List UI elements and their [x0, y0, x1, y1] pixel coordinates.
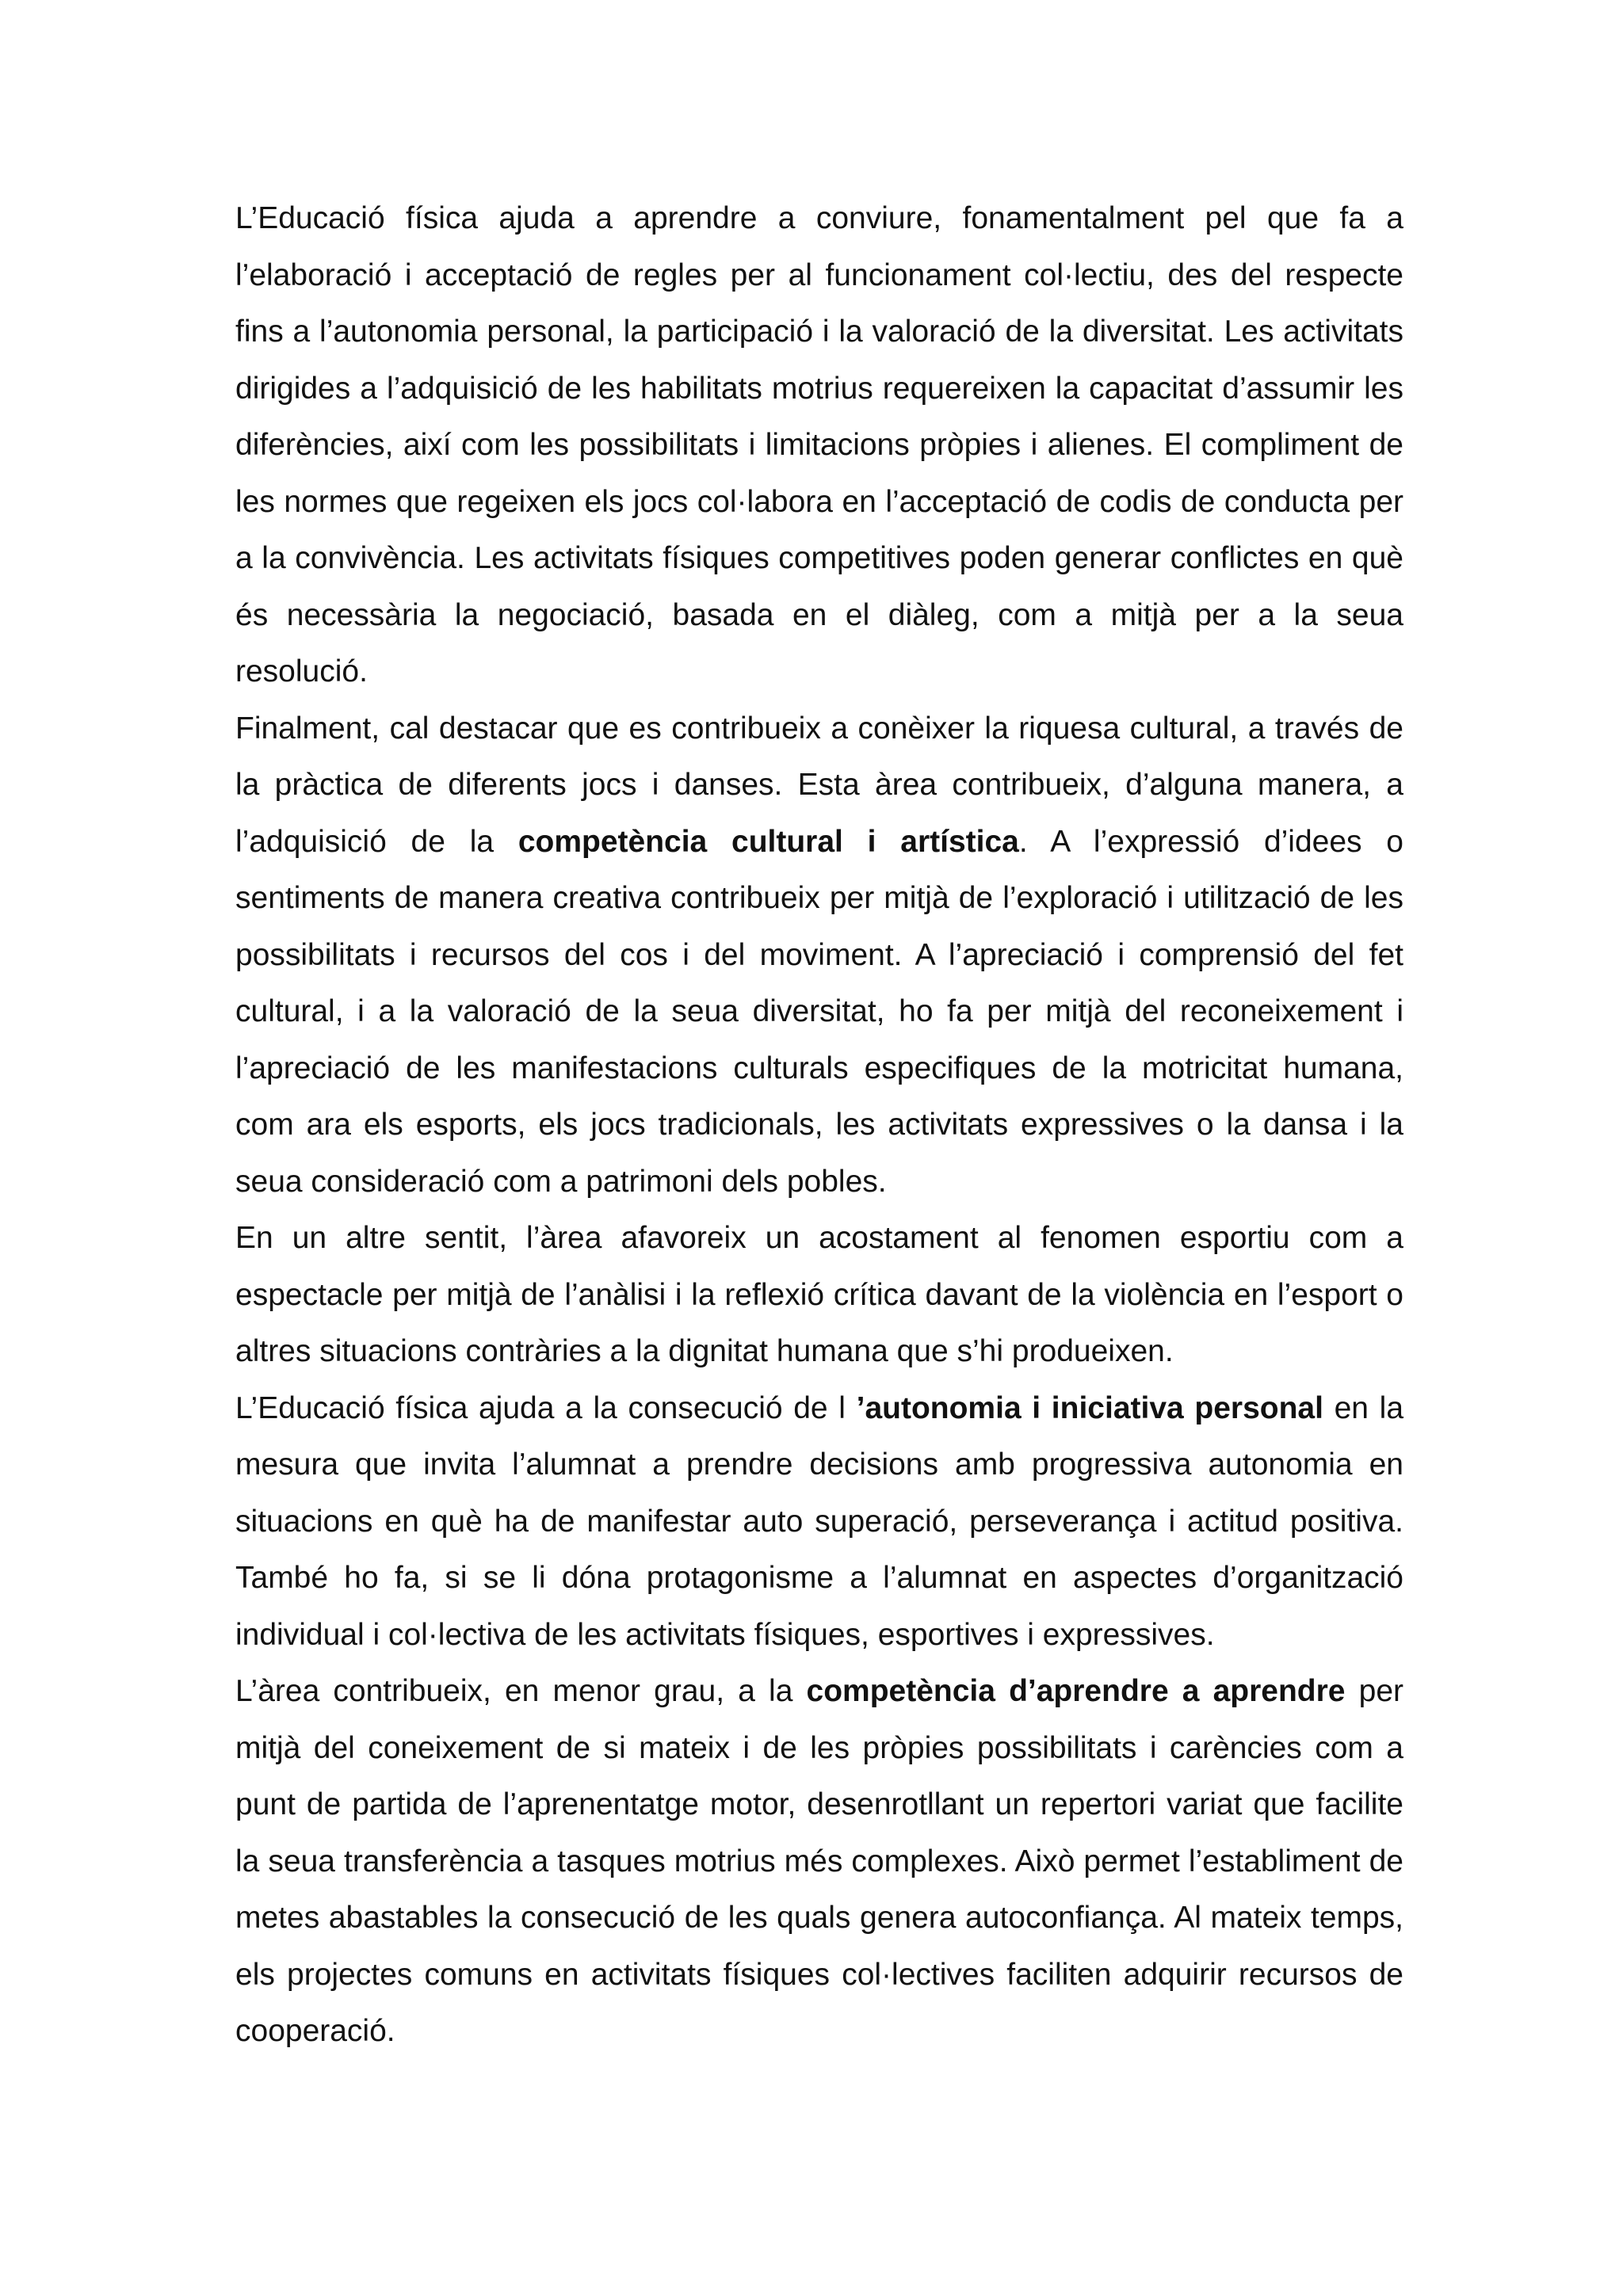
paragraph-text: . A l’expressió d’idees o sentiments de manera creativa contribueix per mitjà de l’exploració i utilització de les possibilitats i recursos del cos i del moviment. A l’apreciació i comprensió del fet cultural, i a la valoració de la seua diversitat, ho fa per mitjà del reconeixement i l’apreciació de les manifestacions culturals especifiques de la motricitat humana, com ara els esports, els jocs tradicionals, les activitats expressives o la dansa i la seua consideració com a patrimoni dels pobles. — [235, 824, 1403, 1199]
bold-term-autonomia: ’autonomia i iniciativa personal — [856, 1390, 1323, 1425]
paragraph-text: per mitjà del coneixement de si mateix i de les pròpies possibilitats i carències com a punt de partida de l’aprenentatge motor, desenrotllant un repertori variat que facilite la seua transferència a tasques motrius més complexes. Això permet l’establiment de metes abastables la consecució de les quals genera autoconfiança. Al mateix temps, els projectes comuns en activitats físiques col·lectives faciliten adquirir recursos de cooperació. — [235, 1674, 1404, 2048]
paragraph-text: en la mesura que invita l’alumnat a prendre decisions amb progressiva autonomia en situacions en què ha de manifestar auto superació, perseverança i actitud positiva. També ho fa, si se li dóna protagonisme a l’alumnat en aspectes d’organització individual i col·lectiva de les activitats físiques, esportives i expressives. — [235, 1390, 1404, 1652]
paragraph-text: L’Educació física ajuda a la consecució de l — [235, 1390, 857, 1425]
paragraph-text: L’Educació física ajuda a aprendre a conviure, fonamentalment pel que fa a l’elaboració i acceptació de regles per al funcionament col·lectiu, des del respecte fins a l’autonomia personal, la participació i la valoració de la diversitat. Les activitats dirigides a l’adquisició de les habilitats motrius requereixen la capacitat d’assumir les diferències, així com les possibilitats i limitacions pròpies i alienes. El compliment de les normes que regeixen els jocs col·labora en l’acceptació de codis de conducta per a la convivència. Les activitats físiques competitives poden generar conflictes en què és necessària la negociació, basada en el diàleg, com a mitjà per a la seua resolució. — [235, 201, 1403, 688]
paragraph-text: En un altre sentit, l’àrea afavoreix un acostament al fenomen esportiu com a espectacle per mitjà de l’anàlisi i la reflexió crítica davant de la violència en l’esport o altres situacions contràries a la dignitat humana que s’hi produeixen. — [235, 1221, 1403, 1368]
bold-term-competencia-cultural: competència cultural i artística — [517, 824, 1019, 859]
document-page — [235, 190, 1403, 2060]
paragraph-aprendre-a-aprendre — [235, 1663, 1403, 2060]
paragraph-autonomia — [235, 1380, 1403, 1664]
paragraph-fenomen-esportiu — [235, 1210, 1403, 1380]
bold-term-aprendre-a-aprendre: competència d’aprendre a aprendre — [806, 1674, 1346, 1708]
paragraph-convivencia — [235, 190, 1403, 700]
paragraph-text: L’àrea contribueix, en menor grau, a la — [235, 1674, 807, 1708]
paragraph-text: Finalment, cal destacar que es contribueix a conèixer la riquesa cultural, a través de la pràctica de diferents jocs i danses. Esta àrea contribueix, d’alguna manera, a l’adquisició de la — [235, 711, 1403, 859]
paragraph-competencia-cultural — [235, 700, 1403, 1211]
